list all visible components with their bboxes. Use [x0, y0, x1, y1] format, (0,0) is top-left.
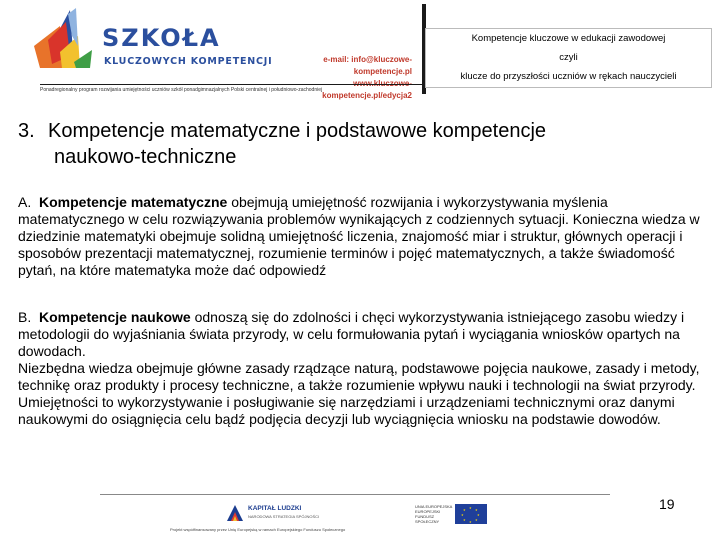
- eu-logo: [415, 502, 489, 524]
- paragraph-b-knowledge: Niezbędna wiedza obejmuje główne zasady rządzące naturą, podstawowe pojęcia naukowe, zasady i metody, technikę oraz produkty i procesy techniczne, a także rozumienie wpływu nauki i technologii na świat przyrody.: [18, 360, 700, 393]
- eu-flag-icon: ★ ★ ★ ★ ★ ★ ★ ★: [455, 504, 487, 524]
- slide-title: [18, 118, 708, 170]
- paragraph-b-text: odnoszą się do zdolności i chęci wykorzystywania istniejącego zasobu wiedzy i metodologii do wyjaśniania świata przyrody, w celu formułowania pytań i wyciągania wniosków opartych na dowodach.: [18, 309, 685, 359]
- contact-info: [280, 54, 412, 102]
- paragraph-a-lead: Kompetencje matematyczne: [39, 194, 228, 210]
- program-line: Ponadregionalny program rozwijania umiejętności uczniów szkół ponadgimnazjalnych Polski centralnej i południowo-zachodniej: [40, 84, 422, 93]
- page-number: 19: [659, 496, 675, 512]
- tagline-line-2: czyli: [559, 52, 578, 63]
- contact-website: www.kluczowe-kompetencje.pl/edycja2: [322, 79, 412, 100]
- paragraph-a: [18, 194, 708, 279]
- paragraph-a-prefix: A.: [18, 194, 32, 210]
- footer-divider: [100, 494, 610, 495]
- eu-text: UNIA EUROPEJSKA EUROPEJSKI FUNDUSZ SPOŁECZNY: [415, 504, 453, 524]
- title-line-1: Kompetencje matematyczne i podstawowe kompetencje: [48, 120, 547, 142]
- school-logo-area: [30, 4, 422, 100]
- tagline-line-1: Kompetencje kluczowe w edukacji zawodowej: [471, 33, 666, 44]
- cofinancing-note: Projekt współfinansowany przez Unię Europejską w ramach Europejskiego Funduszu Społecznego: [170, 527, 346, 532]
- tagline-line-3: klucze do przyszłości uczniów w rękach nauczycieli: [460, 71, 677, 82]
- title-number: 3.: [18, 120, 35, 142]
- kapital-ludzki-icon: [226, 504, 244, 522]
- paragraph-b-lead: Kompetencje naukowe: [39, 309, 191, 325]
- paragraph-b: [18, 309, 708, 428]
- school-logo-icon: [30, 6, 100, 76]
- footer-banner: [100, 498, 610, 536]
- school-name: SZKOŁA: [102, 24, 221, 52]
- paragraph-b-skills: Umiejętności to wykorzystywanie i posługiwanie się narzędziami i urządzeniami technicznymi oraz danymi naukowymi do osiągnięcia celu bądź podjęcia decyzji lub wyciągnięcia wniosku na podstawie dowodów.: [18, 394, 675, 427]
- paragraph-a-text: obejmują umiejętność rozwijania i wykorzystywania myślenia matematycznego w celu rozwiązywania problemów wynikających z codziennych sytuacji. Konieczna wiedza w dziedzinie matematyki obejmuje solidną umiejętność liczenia, znajomość miar i struktur, głównych operacji i sposobów prezentacji matematycznej, rozumienie terminów i pojęć matematycznych, a także świadomość pytań, na które matematyka może dać odpowiedź: [18, 194, 700, 278]
- school-subtitle: KLUCZOWYCH KOMPETENCJI: [104, 56, 273, 67]
- kapital-ludzki-logo: [226, 503, 320, 523]
- kapital-ludzki-subtitle: NARODOWA STRATEGIA SPÓJNOŚCI: [248, 514, 320, 519]
- contact-email: e-mail: info@kluczowe-kompetencje.pl: [323, 55, 412, 76]
- title-line-2: naukowo-techniczne: [54, 146, 237, 168]
- kapital-ludzki-title: KAPITAŁ LUDZKI: [248, 505, 302, 512]
- header-banner: [30, 4, 710, 100]
- tagline-box: [425, 28, 712, 88]
- paragraph-b-prefix: B.: [18, 309, 32, 325]
